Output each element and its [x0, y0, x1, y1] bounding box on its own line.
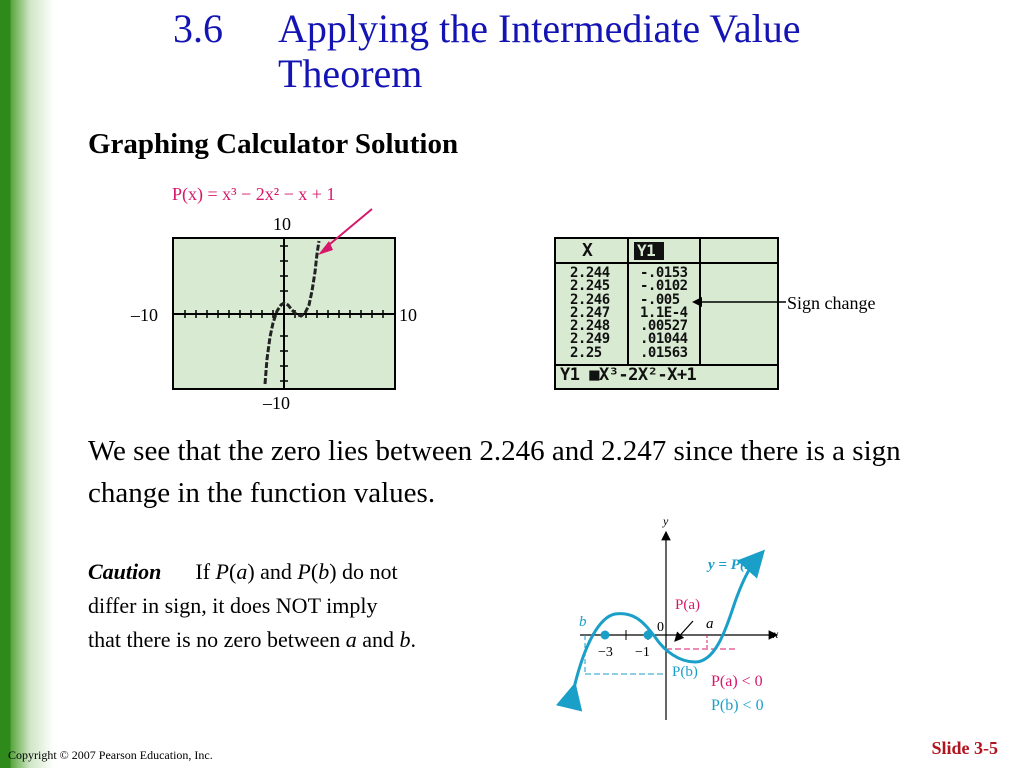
table-cell-x: 2.247	[570, 304, 610, 321]
copyright: Copyright © 2007 Pearson Education, Inc.	[8, 748, 213, 762]
curve-label: y = P(x)	[708, 557, 758, 573]
table-cell-y1: -.0153	[640, 265, 688, 281]
formula-arrow	[310, 205, 380, 265]
table-cell-x: 2.25	[570, 344, 602, 361]
caution-line-2: differ in sign, it does NOT imply	[88, 593, 378, 618]
body-paragraph: We see that the zero lies between 2.246 and 2.247 since there is a sign change in the function values.	[88, 435, 901, 509]
y-max-label: 10	[273, 214, 291, 234]
sign-change-arrow	[690, 292, 790, 312]
table-cell-y1: 1.1E-4	[640, 304, 688, 321]
sign-change-label: Sign change	[787, 293, 876, 313]
title-text: Applying the Intermediate Value Theorem	[278, 6, 801, 96]
caution-line-3: that there is no zero between a and b.	[88, 627, 417, 652]
neg1-label: −1	[635, 645, 650, 660]
caution-label: Caution	[88, 559, 162, 584]
table-cell-y1: -.005	[640, 291, 680, 308]
sketch-y-label: y	[663, 514, 669, 528]
table-cell-y1: .00527	[640, 318, 688, 335]
y-min-label: –10	[263, 393, 290, 413]
origin-label: 0	[657, 620, 664, 635]
slide-number: Slide 3-5	[931, 738, 998, 758]
pb-negative-label: P(b) < 0	[711, 697, 764, 714]
subtitle: Graphing Calculator Solution	[88, 128, 459, 160]
table-cell-x: 2.246	[570, 291, 610, 308]
header-y1: Y1	[637, 241, 656, 260]
table-screen	[554, 237, 779, 390]
zero-point-b	[601, 631, 610, 640]
table-cell-y1: -.0102	[640, 278, 688, 295]
pa-label: P(a)	[675, 597, 700, 613]
zero-point-a	[644, 631, 653, 640]
x-max-label: 10	[399, 305, 417, 325]
table-cell-x: 2.248	[570, 318, 610, 335]
sketch-graph	[555, 512, 795, 727]
neg3-label: −3	[598, 645, 613, 660]
table-formula: Y1 ■X³-2X²-X+1	[560, 365, 697, 385]
pa-negative-label: P(a) < 0	[711, 673, 763, 690]
section-number: 3.6	[173, 6, 223, 51]
graph-formula: P(x) = x³ − 2x² − x + 1	[172, 184, 336, 204]
sketch-curve	[574, 554, 761, 688]
a-label: a	[706, 616, 714, 632]
table-cell-y1: .01563	[640, 344, 688, 361]
pb-label: P(b)	[672, 664, 698, 680]
sketch-x-label: x	[773, 627, 779, 641]
table-cell-x: 2.244	[570, 265, 610, 281]
table-cell-x: 2.249	[570, 331, 610, 348]
green-sidebar	[0, 0, 54, 768]
table-cell-y1: .01044	[640, 331, 688, 348]
table-cell-x: 2.245	[570, 278, 610, 295]
caution-block	[88, 555, 528, 657]
caution-line-1: Caution If P(a) and P(b) do not	[88, 559, 398, 584]
x-min-label: –10	[131, 305, 158, 325]
header-x: X	[582, 240, 593, 261]
b-label: b	[579, 614, 587, 630]
